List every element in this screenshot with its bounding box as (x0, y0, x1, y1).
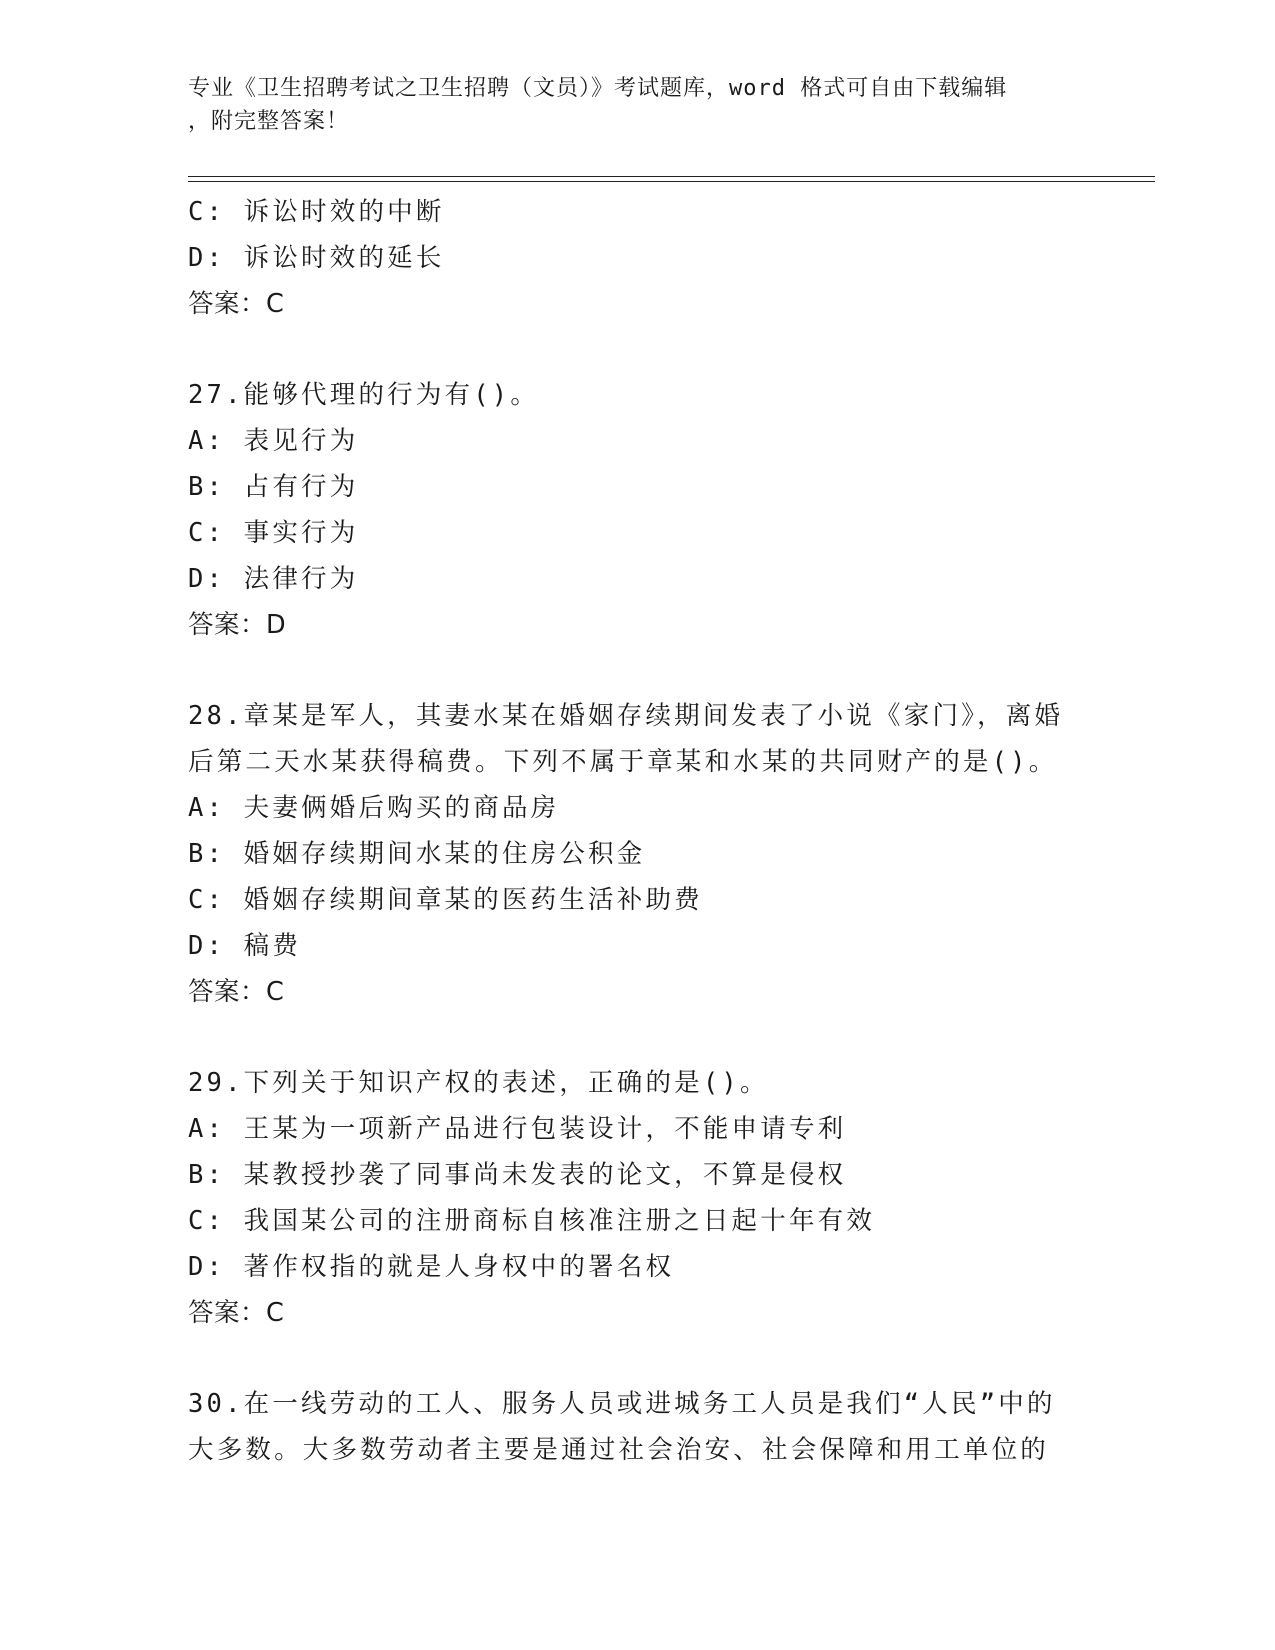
block-spacer (188, 327, 1088, 372)
question-block (188, 372, 1088, 648)
question-line: B: 婚姻存续期间水某的住房公积金 (188, 839, 646, 869)
question-line: C: 婚姻存续期间章某的医药生活补助费 (188, 885, 703, 915)
question-text: 30.在一线劳动的工人、服务人员或进城务工人员是我们“人民”中的 (188, 1389, 1056, 1419)
question-line: D: 稿费 (188, 931, 302, 961)
document-header (188, 72, 1068, 138)
header-line-1: 专业《卫生招聘考试之卫生招聘（文员）》考试题库，word 格式可自由下载编辑 (188, 76, 1008, 101)
question-line: 后第二天水某获得稿费。下列不属于章某和水某的共同财产的是()。 (188, 747, 1058, 777)
question-line: B: 某教授抄袭了同事尚未发表的论文，不算是侵权 (188, 1160, 847, 1190)
question-line: D: 著作权指的就是人身权中的署名权 (188, 1252, 675, 1282)
question-block (188, 1381, 1088, 1473)
question-line: 大多数。大多数劳动者主要是通过社会治安、社会保障和用工单位的 (188, 1435, 1050, 1465)
header-divider-bottom (188, 181, 1155, 182)
header-line-2: ，附完整答案！ (188, 109, 350, 134)
answer-line: 答案：C (188, 289, 285, 319)
question-block (188, 693, 1088, 1015)
block-spacer (188, 1336, 1088, 1381)
question-line: B: 占有行为 (188, 472, 359, 502)
block-spacer (188, 1015, 1088, 1060)
answer-line: 答案：C (188, 1298, 285, 1328)
question-list (188, 189, 1088, 1473)
header-divider-top (188, 176, 1155, 177)
question-line: A: 王某为一项新产品进行包装设计，不能申请专利 (188, 1114, 847, 1144)
question-line: D: 法律行为 (188, 564, 359, 594)
question-line: C: 诉讼时效的中断 (188, 197, 445, 227)
question-line: D: 诉讼时效的延长 (188, 243, 445, 273)
question-text: 27.能够代理的行为有()。 (188, 380, 540, 410)
question-line: A: 表见行为 (188, 426, 359, 456)
answer-line: 答案：D (188, 610, 287, 640)
answer-line: 答案：C (188, 977, 285, 1007)
block-spacer (188, 648, 1088, 693)
question-line: C: 事实行为 (188, 518, 359, 548)
question-line: C: 我国某公司的注册商标自核准注册之日起十年有效 (188, 1206, 876, 1236)
question-block (188, 1060, 1088, 1336)
question-line: A: 夫妻俩婚后购买的商品房 (188, 793, 560, 823)
question-block (188, 189, 1088, 327)
question-text: 29.下列关于知识产权的表述，正确的是()。 (188, 1068, 769, 1098)
question-text: 28.章某是军人，其妻水某在婚姻存续期间发表了小说《家门》，离婚 (188, 701, 1064, 731)
